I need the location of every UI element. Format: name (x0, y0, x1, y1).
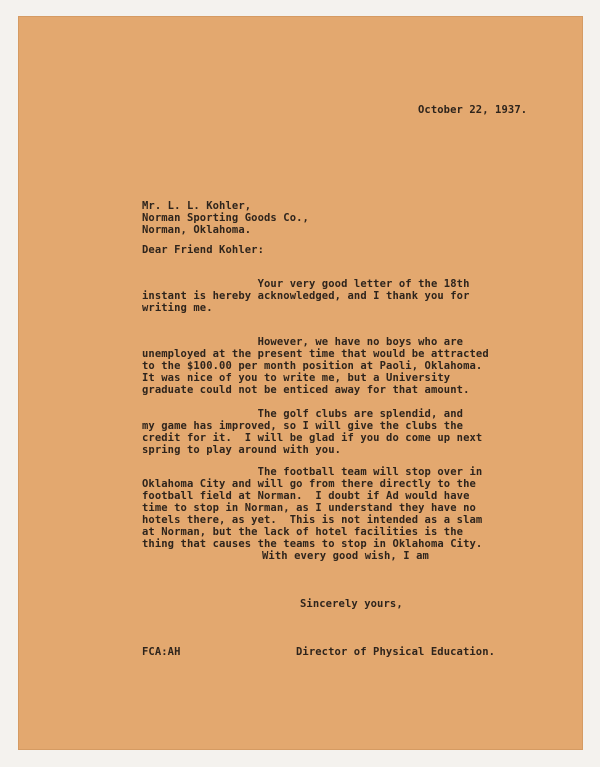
paragraph-football-team: The football team will stop over in Oklahoma City and will go from there directly to the football field at Norman. I doubt if Ad would have time to stop in Norman, as I understand they have no hotels there, as yet. This is not intended as a slam at Norman, but the lack of hotel facilities is the thing that causes the teams to stop in Oklahoma City. (142, 466, 483, 550)
address-line-company: Norman Sporting Goods Co., (142, 212, 309, 224)
letter-sheet (18, 16, 583, 750)
address-line-city: Norman, Oklahoma. (142, 224, 252, 236)
recipient-address (142, 200, 309, 236)
paragraph-employment: However, we have no boys who are unemployed at the present time that would be attracted to the $100.00 per month position at Paoli, Oklahoma. It was nice of you to write me, but a University graduate could not be enticed away for that amount. (142, 336, 489, 396)
letter-date: October 22, 1937. (418, 104, 528, 116)
paragraph-acknowledgement: Your very good letter of the 18th instant is hereby acknowledged, and I thank you for writing me. (142, 278, 470, 314)
typist-initials: FCA:AH (142, 646, 181, 658)
closing-sincerely: Sincerely yours, (300, 598, 403, 610)
closing-wish: With every good wish, I am (262, 550, 429, 562)
paragraph-golf-clubs: The golf clubs are splendid, and my game has improved, so I will give the clubs the credit for it. I will be glad if you do come up next spring to play around with you. (142, 408, 483, 456)
address-line-name: Mr. L. L. Kohler, (142, 200, 252, 212)
salutation: Dear Friend Kohler: (142, 244, 265, 256)
signature-title: Director of Physical Education. (296, 646, 496, 658)
